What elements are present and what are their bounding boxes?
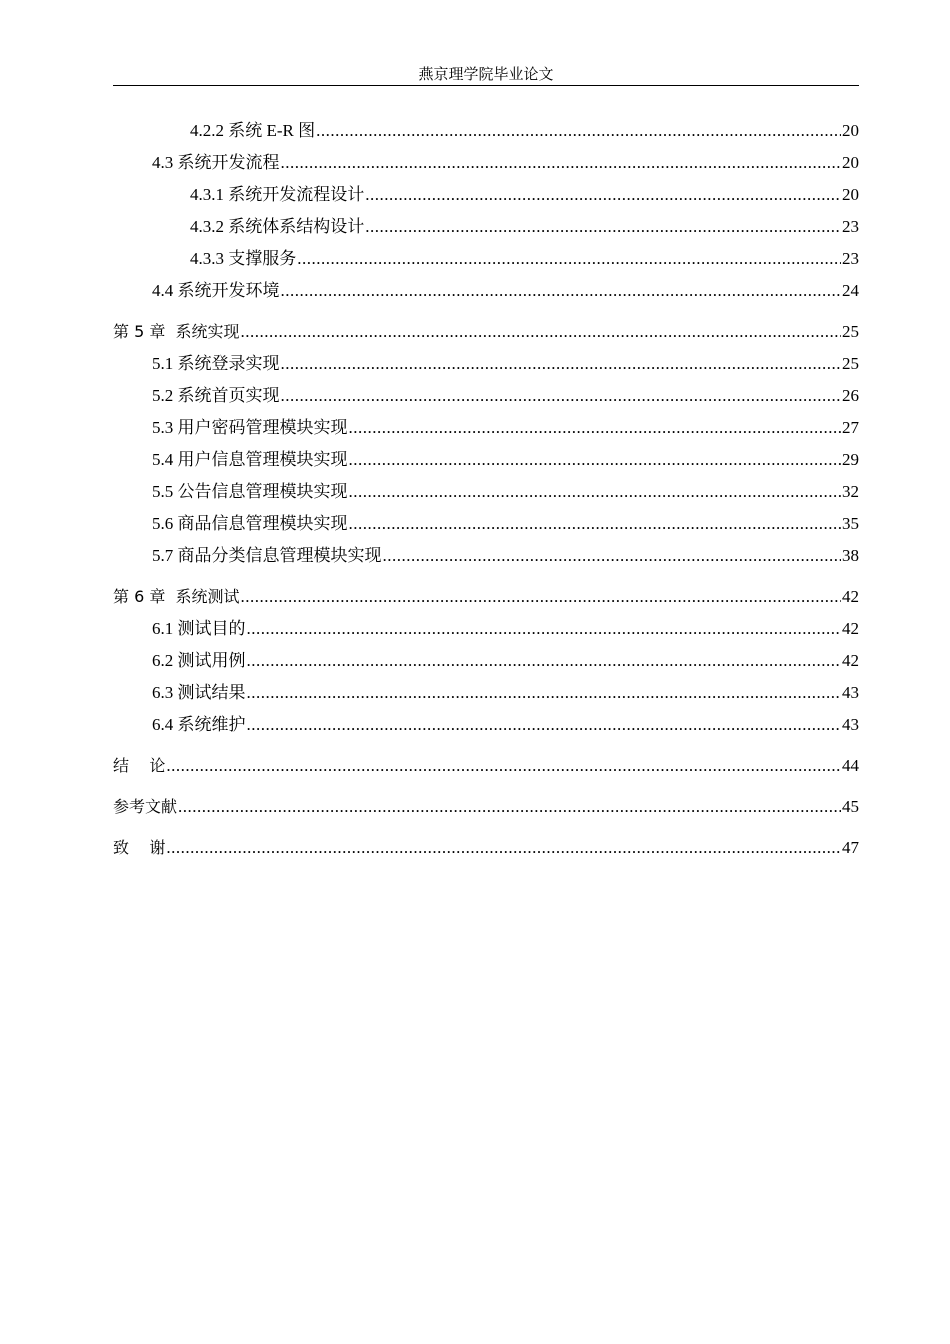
toc-dot-leader [247, 709, 842, 741]
toc-entry-title: 6.2 测试用例 [152, 651, 246, 670]
toc-entry[interactable] [113, 380, 859, 412]
toc-entry[interactable] [113, 750, 859, 782]
toc-entry[interactable] [113, 179, 859, 211]
toc-page-number: 23 [842, 217, 859, 236]
toc-entry[interactable] [113, 645, 859, 677]
toc-dot-leader [241, 581, 841, 613]
toc-entry[interactable] [113, 508, 859, 540]
toc-dot-leader [166, 750, 841, 782]
toc-dot-leader [349, 444, 842, 476]
toc-entry[interactable] [113, 316, 859, 348]
toc-page-number: 23 [842, 249, 859, 268]
toc-dot-leader [178, 791, 841, 823]
toc-page-number: 43 [842, 715, 859, 734]
toc-entry-title: 第 5 章 系统实现 [113, 322, 240, 341]
toc-entry[interactable] [113, 791, 859, 823]
toc-dot-leader [247, 613, 842, 645]
toc-page-number: 24 [842, 281, 859, 300]
toc-entry-title: 致 谢 [113, 838, 166, 857]
toc-page-number: 44 [842, 756, 859, 775]
toc-entry[interactable] [113, 115, 859, 147]
toc-page-number: 27 [842, 418, 859, 437]
toc-entry[interactable] [113, 540, 859, 572]
toc-page-number: 42 [842, 619, 859, 638]
toc-dot-leader [281, 380, 842, 412]
toc-page-number: 45 [842, 797, 859, 816]
toc-dot-leader [247, 645, 842, 677]
toc-entry-title: 5.4 用户信息管理模块实现 [152, 450, 348, 469]
toc-dot-leader [241, 316, 841, 348]
toc-entry-title: 6.3 测试结果 [152, 683, 246, 702]
toc-page-number: 42 [842, 651, 859, 670]
toc-dot-leader [166, 832, 841, 864]
toc-dot-leader [349, 476, 842, 508]
toc-entry[interactable] [113, 275, 859, 307]
page-header: 燕京理学院毕业论文 [418, 67, 554, 83]
toc-entry[interactable] [113, 677, 859, 709]
toc-page-number: 25 [842, 354, 859, 373]
toc-entry-title: 4.3 系统开发流程 [152, 153, 280, 172]
toc-page-number: 25 [842, 322, 859, 341]
toc-entry[interactable] [113, 444, 859, 476]
toc-dot-leader [281, 348, 842, 380]
toc-entry-title: 第 6 章 系统测试 [113, 587, 240, 606]
toc-entry-title: 结 论 [113, 756, 166, 775]
toc-entry-title: 参考文献 [113, 797, 178, 816]
toc-dot-leader [365, 211, 841, 243]
toc-page-number: 20 [842, 153, 859, 172]
header-rule [113, 85, 859, 86]
toc-entry-title: 4.3.3 支撑服务 [190, 249, 297, 268]
toc-page-number: 47 [842, 838, 859, 857]
toc-page-number: 20 [842, 185, 859, 204]
toc-dot-leader [247, 677, 842, 709]
toc-dot-leader [349, 412, 842, 444]
toc-page-number: 35 [842, 514, 859, 533]
toc-entry[interactable] [113, 211, 859, 243]
toc-dot-leader [281, 275, 842, 307]
toc-dot-leader [383, 540, 842, 572]
toc-entry[interactable] [113, 147, 859, 179]
toc-dot-leader [297, 243, 841, 275]
toc-entry-title: 4.4 系统开发环境 [152, 281, 280, 300]
toc-entry[interactable] [113, 243, 859, 275]
toc-entry[interactable] [113, 832, 859, 864]
toc-entry-title: 5.5 公告信息管理模块实现 [152, 482, 348, 501]
toc-entry-title: 4.3.2 系统体系结构设计 [190, 217, 365, 236]
toc-entry-title: 5.6 商品信息管理模块实现 [152, 514, 348, 533]
toc-entry-title: 4.3.1 系统开发流程设计 [190, 185, 365, 204]
toc-page-number: 42 [842, 587, 859, 606]
toc-entry[interactable] [113, 613, 859, 645]
toc-page-number: 38 [842, 546, 859, 565]
toc-entry-title: 6.1 测试目的 [152, 619, 246, 638]
toc-dot-leader [365, 179, 841, 211]
toc-dot-leader [281, 147, 842, 179]
table-of-contents [113, 115, 859, 864]
toc-entry-title: 5.7 商品分类信息管理模块实现 [152, 546, 382, 565]
toc-dot-leader [349, 508, 842, 540]
toc-page-number: 32 [842, 482, 859, 501]
toc-page-number: 43 [842, 683, 859, 702]
toc-page-number: 29 [842, 450, 859, 469]
toc-dot-leader [316, 115, 841, 147]
toc-entry[interactable] [113, 412, 859, 444]
toc-entry[interactable] [113, 709, 859, 741]
toc-entry[interactable] [113, 348, 859, 380]
toc-page-number: 26 [842, 386, 859, 405]
toc-entry-title: 5.1 系统登录实现 [152, 354, 280, 373]
toc-entry[interactable] [113, 476, 859, 508]
toc-entry-title: 4.2.2 系统 E-R 图 [190, 121, 316, 140]
toc-entry[interactable] [113, 581, 859, 613]
toc-entry-title: 6.4 系统维护 [152, 715, 246, 734]
toc-page-number: 20 [842, 121, 859, 140]
toc-entry-title: 5.2 系统首页实现 [152, 386, 280, 405]
toc-entry-title: 5.3 用户密码管理模块实现 [152, 418, 348, 437]
